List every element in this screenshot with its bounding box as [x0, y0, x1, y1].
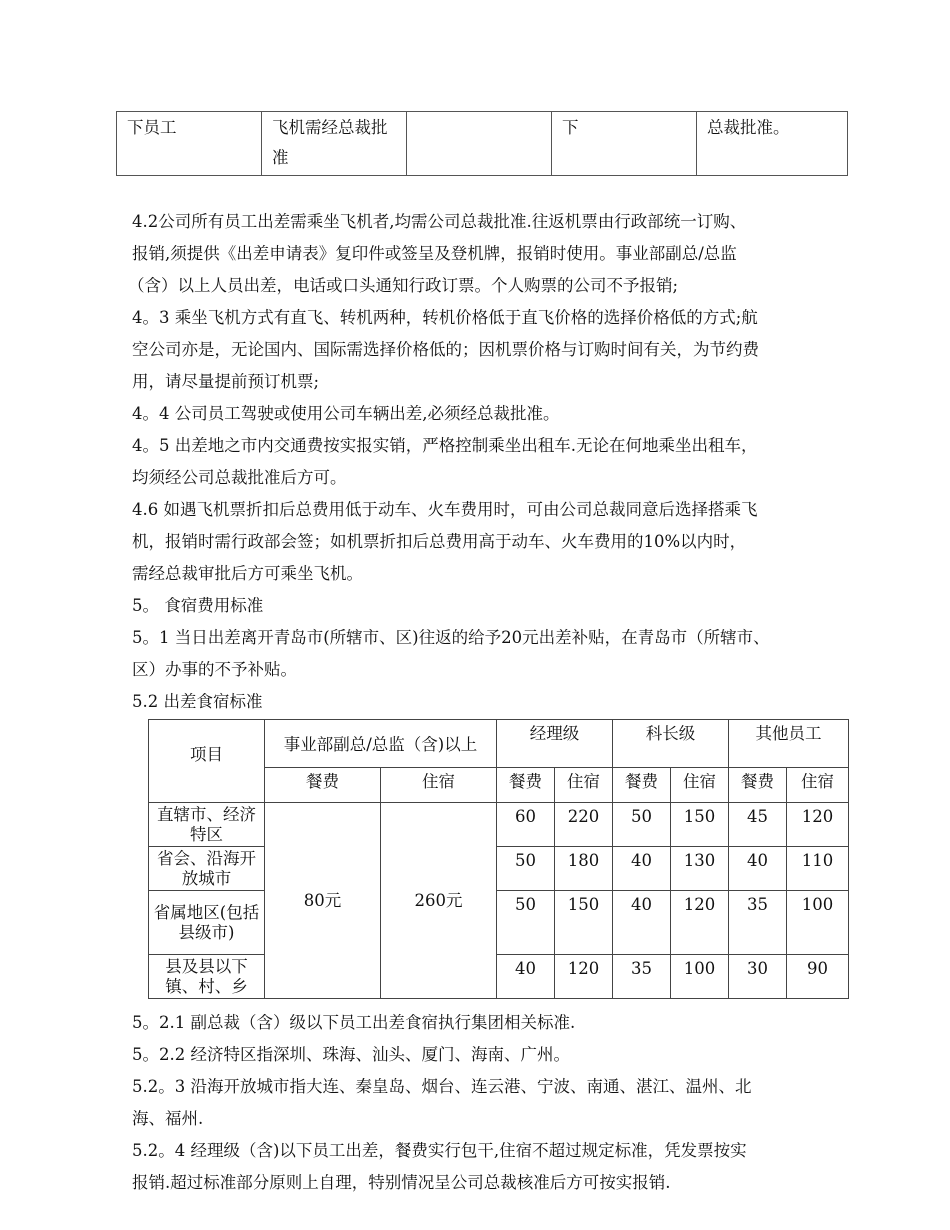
- value-cell: 40: [497, 955, 555, 999]
- value-cell: 40: [613, 891, 671, 955]
- subheader-lodging: 住宿: [787, 768, 849, 803]
- subheader-lodging: 住宿: [381, 768, 497, 803]
- empty-cell: [149, 768, 265, 803]
- header-manager: 经理级: [497, 720, 613, 768]
- region-label: 省属地区(包括县级市): [149, 891, 265, 955]
- value-cell: 150: [555, 891, 613, 955]
- continuation-table: [116, 111, 848, 176]
- paragraph-line: 区）办事的不予补贴。: [132, 660, 297, 679]
- paragraph-line: 4。3 乘坐飞机方式有直飞、转机两种，转机价格低于直飞价格的选择价格低的方式;航: [132, 308, 758, 327]
- paragraph-line: 4.2公司所有员工出差需乘坐飞机者,均需公司总裁批准.往返机票由行政部统一订购、: [132, 212, 747, 231]
- value-cell: 30: [729, 955, 787, 999]
- subheader-meal: 餐费: [613, 768, 671, 803]
- paragraph-line: （含）以上人员出差，电话或口头通知行政订票。个人购票的公司不予报销;: [128, 276, 679, 295]
- paragraph-line: 报销,须提供《出差申请表》复印件或签呈及登机牌，报销时使用。事业部副总/总监: [132, 244, 737, 263]
- value-cell: 130: [671, 847, 729, 891]
- value-cell: 120: [555, 955, 613, 999]
- table-cell: 下: [552, 112, 697, 176]
- value-cell: 35: [729, 891, 787, 955]
- region-label: 省会、沿海开放城市: [149, 847, 265, 891]
- paragraph-line: 报销.超过标准部分原则上自理，特别情况呈公司总裁核准后方可按实报销.: [132, 1173, 671, 1192]
- paragraph-line: 空公司亦是，无论国内、国际需选择价格低的；因机票价格与订购时间有关，为节约费: [132, 340, 759, 359]
- paragraph-line: 机，报销时需行政部会签；如机票折扣后总费用高于动车、火车费用的10%以内时，: [132, 532, 747, 551]
- subheader-meal: 餐费: [265, 768, 381, 803]
- lodging-standards-table: [148, 719, 849, 999]
- table-cell: 总裁批准。: [697, 112, 848, 176]
- value-cell: 50: [613, 803, 671, 847]
- value-cell: 100: [787, 891, 849, 955]
- paragraph-line: 5。1 当日出差离开青岛市(所辖市、区)往返的给予20元出差补贴，在青岛市（所辖市、: [132, 628, 770, 647]
- table-row: [117, 112, 848, 176]
- value-cell: 180: [555, 847, 613, 891]
- value-cell: 220: [555, 803, 613, 847]
- paragraph-line: 5.2。4 经理级（含)以下员工出差，餐费实行包干,住宿不超过规定标准，凭发票按实: [132, 1141, 747, 1160]
- header-vp: 事业部副总/总监（含)以上: [265, 720, 497, 768]
- subsection-heading: 5.2 出差食宿标准: [132, 692, 263, 711]
- value-cell: 50: [497, 891, 555, 955]
- paragraph-line: 均须经公司总裁批准后方可。: [132, 468, 347, 487]
- header-section-chief: 科长级: [613, 720, 729, 768]
- subheader-lodging: 住宿: [671, 768, 729, 803]
- value-cell: 60: [497, 803, 555, 847]
- table-row: [149, 891, 849, 955]
- table-row: [149, 847, 849, 891]
- region-label: 直辖市、经济特区: [149, 803, 265, 847]
- table-cell: [407, 112, 552, 176]
- table-row: [149, 955, 849, 999]
- header-other-staff: 其他员工: [729, 720, 849, 768]
- paragraph-line: 4。4 公司员工驾驶或使用公司车辆出差,必须经总裁批准。: [132, 404, 560, 423]
- paragraph-line: 海、福州.: [132, 1109, 204, 1128]
- value-cell: 40: [729, 847, 787, 891]
- subheader-lodging: 住宿: [555, 768, 613, 803]
- paragraph-line: 4。5 出差地之市内交通费按实报实销，严格控制乘坐出租车.无论在何地乘坐出租车，: [132, 436, 758, 455]
- lodging-standards-table-wrapper: [148, 719, 848, 999]
- subheader-meal: 餐费: [497, 768, 555, 803]
- value-cell: 150: [671, 803, 729, 847]
- value-cell: 40: [613, 847, 671, 891]
- paragraph-line: 5。2.1 副总裁（含）级以下员工出差食宿执行集团相关标准.: [132, 1013, 576, 1032]
- table-row: [149, 803, 849, 847]
- table-subheader-row: [149, 768, 849, 803]
- value-cell: 120: [671, 891, 729, 955]
- value-cell: 100: [671, 955, 729, 999]
- paragraph-line: 用，请尽量提前预订机票;: [132, 372, 320, 391]
- vp-meal-value: 80元: [265, 803, 381, 999]
- value-cell: 50: [497, 847, 555, 891]
- value-cell: 110: [787, 847, 849, 891]
- subheader-meal: 餐费: [729, 768, 787, 803]
- table-cell: 下员工: [117, 112, 262, 176]
- paragraph-line: 需经总裁审批后方可乘坐飞机。: [132, 564, 363, 583]
- value-cell: 35: [613, 955, 671, 999]
- header-item: 项目: [149, 720, 265, 768]
- value-cell: 45: [729, 803, 787, 847]
- section-heading: 5。 食宿费用标准: [132, 596, 264, 615]
- value-cell: 120: [787, 803, 849, 847]
- vp-lodging-value: 260元: [381, 803, 497, 999]
- paragraph-line: 5。2.2 经济特区指深圳、珠海、汕头、厦门、海南、广州。: [132, 1045, 570, 1064]
- paragraph-line: 5.2。3 沿海开放城市指大连、秦皇岛、烟台、连云港、宁波、南通、湛江、温州、北: [132, 1077, 752, 1096]
- value-cell: 90: [787, 955, 849, 999]
- table-header-row: [149, 720, 849, 768]
- region-label: 县及县以下镇、村、乡: [149, 955, 265, 999]
- table-cell: 飞机需经总裁批准: [262, 112, 407, 176]
- paragraph-line: 4.6 如遇飞机票折扣后总费用低于动车、火车费用时，可由公司总裁同意后选择搭乘飞: [132, 500, 758, 519]
